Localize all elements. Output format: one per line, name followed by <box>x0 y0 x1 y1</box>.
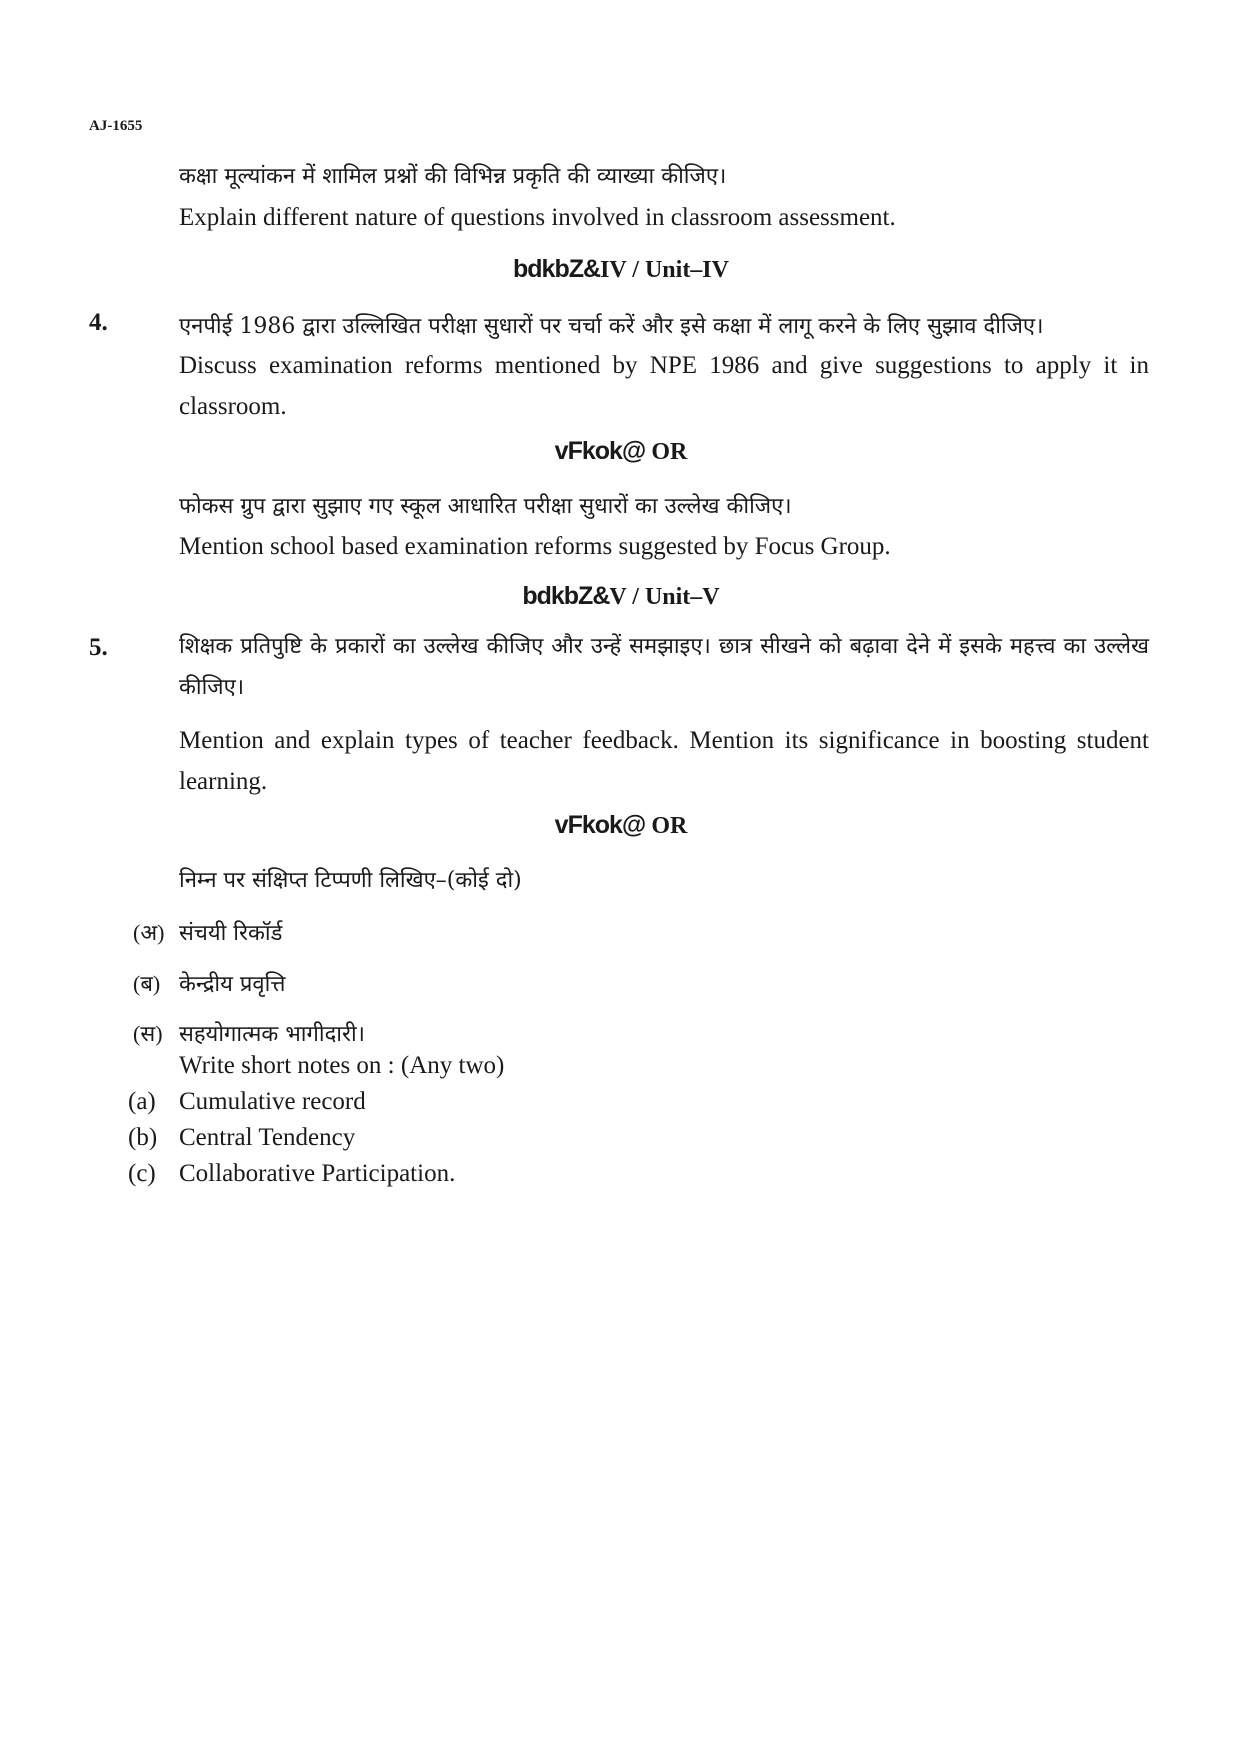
english-item-text: Central Tendency <box>179 1124 356 1151</box>
paper-code: AJ-1655 <box>89 118 143 134</box>
q4-or-hindi: फोकस ग्रुप द्वारा सुझाए गए स्कूल आधारित परीक्षा सुधारों का उल्लेख कीजिए। <box>179 494 792 519</box>
q5-hindi: शिक्षक प्रतिपुष्टि के प्रकारों का उल्लेख कीजिए और उन्हें समझाइए। छात्र सीखने को बढ़ावा देने में इसके महत्त्व का उल्लेख कीजिए। <box>179 634 1149 700</box>
q5-number: 5. <box>89 634 108 661</box>
hindi-item-text: संचयी रिकॉर्ड <box>179 921 283 946</box>
q5-or-english-intro: Write short notes on : (Any two) <box>179 1052 505 1079</box>
english-item-label: (b) <box>128 1124 158 1151</box>
hindi-item-text: केन्द्रीय प्रवृत्ति <box>179 972 286 997</box>
or-heading-2 <box>0 811 1242 840</box>
hindi-item-label: (अ) <box>133 920 165 945</box>
q5-or-hindi-intro: निम्न पर संक्षिप्त टिप्पणी लिखिए–(कोई दो) <box>179 868 522 893</box>
q4-english: Discuss examination reforms mentioned by NPE 1986 and give suggestions to apply it in classroom. <box>179 352 1149 420</box>
hindi-item-label: (ब) <box>133 971 161 996</box>
english-item-label: (a) <box>128 1088 156 1115</box>
q3-or-english: Explain different nature of questions involved in classroom assessment. <box>179 204 896 231</box>
unit-v-garble: bdkbZ& <box>522 582 610 610</box>
english-item-text: Collaborative Participation. <box>179 1160 456 1187</box>
english-item-text: Cumulative record <box>179 1088 366 1115</box>
hindi-item-label: (स) <box>133 1021 163 1046</box>
or-1-garble: vFkok@ <box>554 437 646 465</box>
q3-or-hindi: कक्षा मूल्यांकन में शामिल प्रश्नों की विभिन्न प्रकृति की व्याख्या कीजिए। <box>179 164 727 189</box>
or-heading-1 <box>0 437 1242 466</box>
q4-number: 4. <box>89 309 108 336</box>
q4-hindi: एनपीई 1986 द्वारा उल्लिखित परीक्षा सुधारों पर चर्चा करें और इसे कक्षा में लागू करने के लिए सुझाव दीजिए। <box>179 314 1044 339</box>
or-2-label: OR <box>651 813 688 839</box>
unit-iv-heading <box>0 255 1242 284</box>
q4-or-english: Mention school based examination reforms suggested by Focus Group. <box>179 533 891 560</box>
unit-iv-label: IV / Unit–IV <box>600 257 729 283</box>
unit-v-heading <box>0 582 1242 611</box>
hindi-item-text: सहयोगात्मक भागीदारी। <box>179 1022 365 1047</box>
or-2-garble: vFkok@ <box>554 811 646 839</box>
q5-english: Mention and explain types of teacher feedback. Mention its significance in boosting student learning. <box>179 727 1149 795</box>
english-item-label: (c) <box>128 1160 156 1187</box>
unit-iv-garble: bdkbZ& <box>513 255 601 283</box>
or-1-label: OR <box>651 439 688 465</box>
unit-v-label: V / Unit–V <box>609 584 720 610</box>
